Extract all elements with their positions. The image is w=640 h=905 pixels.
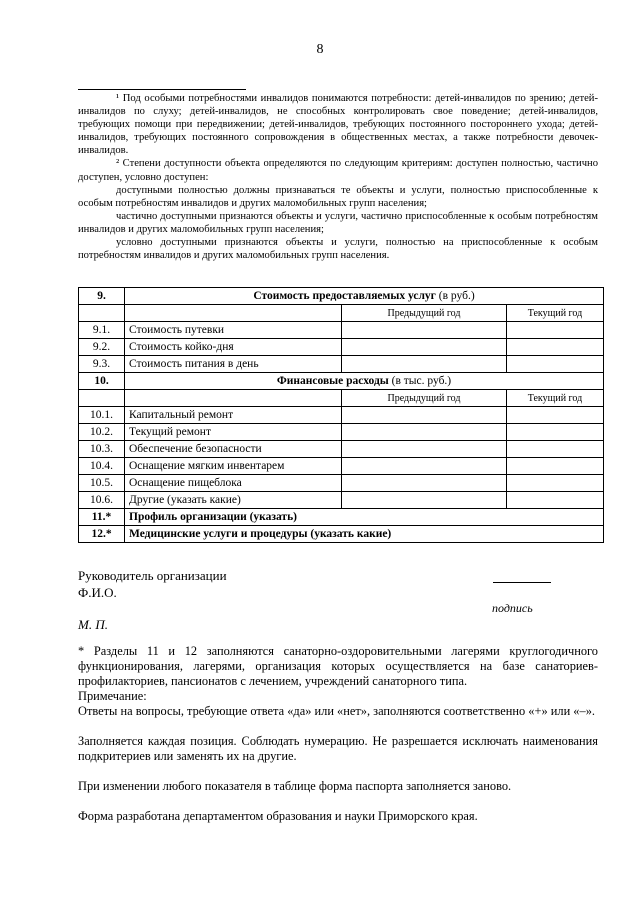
stamp-place: М. П.	[78, 617, 108, 632]
cell-previous-year[interactable]	[342, 424, 507, 441]
row-label: Обеспечение безопасности	[125, 441, 342, 458]
section-9-title	[125, 288, 604, 305]
signature-head: Руководитель организации	[78, 568, 227, 583]
cell-previous-year[interactable]	[342, 407, 507, 424]
cell-previous-year[interactable]	[342, 322, 507, 339]
row-number: 9.3.	[79, 356, 125, 373]
row-number: 9.1.	[79, 322, 125, 339]
row-number: 12.*	[79, 526, 125, 543]
footnote-conditional-access: условно доступными признаются объекты и услуги, полностью на приспособленные к особым потребностям инвалидов и других маломобильных групп населения.	[78, 237, 598, 262]
cell-current-year[interactable]	[507, 339, 604, 356]
row-label: Стоимость койко-дня	[125, 339, 342, 356]
row-number: 10.5.	[79, 475, 125, 492]
table-row	[79, 339, 604, 356]
footnote-partial-access: частично доступными признаются объекты и услуги, частично приспособленные к особым потребностям инвалидов и других маломобильных групп населения;	[78, 210, 598, 235]
table-row	[79, 322, 604, 339]
row-12	[79, 526, 604, 543]
section-10-subheader	[79, 390, 604, 407]
col-previous-year: Предыдущий год	[342, 305, 507, 322]
signature-caption: подпись	[492, 601, 533, 615]
signature-fio: Ф.И.О.	[78, 585, 117, 600]
table-row	[79, 407, 604, 424]
table-row	[79, 475, 604, 492]
costs-table	[78, 287, 604, 543]
note-primechanie: Примечание:	[78, 689, 147, 703]
row-number: 10.2.	[79, 424, 125, 441]
footnote-2: ² Степени доступности объекта определяются по следующим критериям: доступен полностью, частично доступен, условно доступен:	[78, 158, 598, 183]
row-label: Текущий ремонт	[125, 424, 342, 441]
col-current-year: Текущий год	[507, 305, 604, 322]
table-row	[79, 458, 604, 475]
row-number: 10.6.	[79, 492, 125, 509]
note-fill: Заполняется каждая позиция. Соблюдать нумерацию. Не разрешается исключать наименования подкритериев или заменять их на другие.	[78, 734, 598, 763]
notes	[78, 644, 598, 824]
section-10-number: 10.	[79, 373, 125, 390]
footnote-1: ¹ Под особыми потребностями инвалидов понимаются потребности: детей-инвалидов по зрению; детей-инвалидов по слуху; детей-инвалидов, не способных контролировать свое поведение; детей-инвалидов, требующих помощи при передвижении; детей-инвалидов, требующих постоянного постороннего ухода; детей-инвалидов, требующих постоянного сопровождения в общественных местах, а также потребности девочек-инвалидов.	[78, 93, 598, 157]
section-9-unit: (в руб.)	[435, 289, 475, 302]
row-label: Стоимость питания в день	[125, 356, 342, 373]
row-label: Капитальный ремонт	[125, 407, 342, 424]
cell-previous-year[interactable]	[342, 458, 507, 475]
table-row	[79, 424, 604, 441]
table-row	[79, 441, 604, 458]
row-label: Профиль организации (указать)	[125, 509, 604, 526]
cell-current-year[interactable]	[507, 356, 604, 373]
cell-previous-year[interactable]	[342, 339, 507, 356]
row-label: Стоимость путевки	[125, 322, 342, 339]
footnote-full-access: доступными полностью должны признаваться те объекты и услуги, полностью приспособленные к особым потребностям инвалидов и других маломобильных групп населения;	[78, 184, 598, 209]
col-previous-year: Предыдущий год	[342, 390, 507, 407]
row-label: Оснащение пищеблока	[125, 475, 342, 492]
signature-line	[493, 582, 551, 583]
cell-current-year[interactable]	[507, 458, 604, 475]
row-11	[79, 509, 604, 526]
row-number: 10.3.	[79, 441, 125, 458]
cell-previous-year[interactable]	[342, 475, 507, 492]
row-number: 10.4.	[79, 458, 125, 475]
col-current-year: Текущий год	[507, 390, 604, 407]
row-label: Медицинские услуги и процедуры (указать какие)	[125, 526, 604, 543]
section-10-unit: (в тыс. руб.)	[388, 374, 452, 387]
row-number: 11.*	[79, 509, 125, 526]
row-label: Оснащение мягким инвентарем	[125, 458, 342, 475]
table-row	[79, 492, 604, 509]
section-10-title-text: Финансовые расходы	[276, 374, 389, 387]
section-9-subheader	[79, 305, 604, 322]
section-9-title-text: Стоимость предоставляемых услуг	[253, 289, 436, 302]
footnotes	[78, 92, 598, 262]
cell-current-year[interactable]	[507, 407, 604, 424]
section-9-number: 9.	[79, 288, 125, 305]
section-10-header	[79, 373, 604, 390]
cell-previous-year[interactable]	[342, 441, 507, 458]
cell-current-year[interactable]	[507, 475, 604, 492]
row-number: 10.1.	[79, 407, 125, 424]
cell-current-year[interactable]	[507, 441, 604, 458]
cell-previous-year[interactable]	[342, 492, 507, 509]
row-label: Другие (указать какие)	[125, 492, 342, 509]
note-answers: Ответы на вопросы, требующие ответа «да» или «нет», заполняются соответственно «+» или «–».	[78, 704, 595, 718]
footnote-separator	[78, 89, 246, 90]
page-number: 8	[316, 42, 324, 57]
section-9-header	[79, 288, 604, 305]
row-number: 9.2.	[79, 339, 125, 356]
note-star: * Разделы 11 и 12 заполняются санаторно-оздоровительными лагерями круглогодичного функционирования, лагерями, организация которых осуществляется на базе санаториев-профилакториев, пансионатов с лечением, учреждений санаторного типа.	[78, 644, 598, 688]
note-developed: Форма разработана департаментом образования и науки Приморского края.	[78, 809, 478, 823]
note-change: При изменении любого показателя в таблице форма паспорта заполняется заново.	[78, 779, 512, 793]
cell-current-year[interactable]	[507, 492, 604, 509]
cell-previous-year[interactable]	[342, 356, 507, 373]
cell-current-year[interactable]	[507, 424, 604, 441]
section-10-title	[125, 373, 604, 390]
cell-current-year[interactable]	[507, 322, 604, 339]
table-row	[79, 356, 604, 373]
